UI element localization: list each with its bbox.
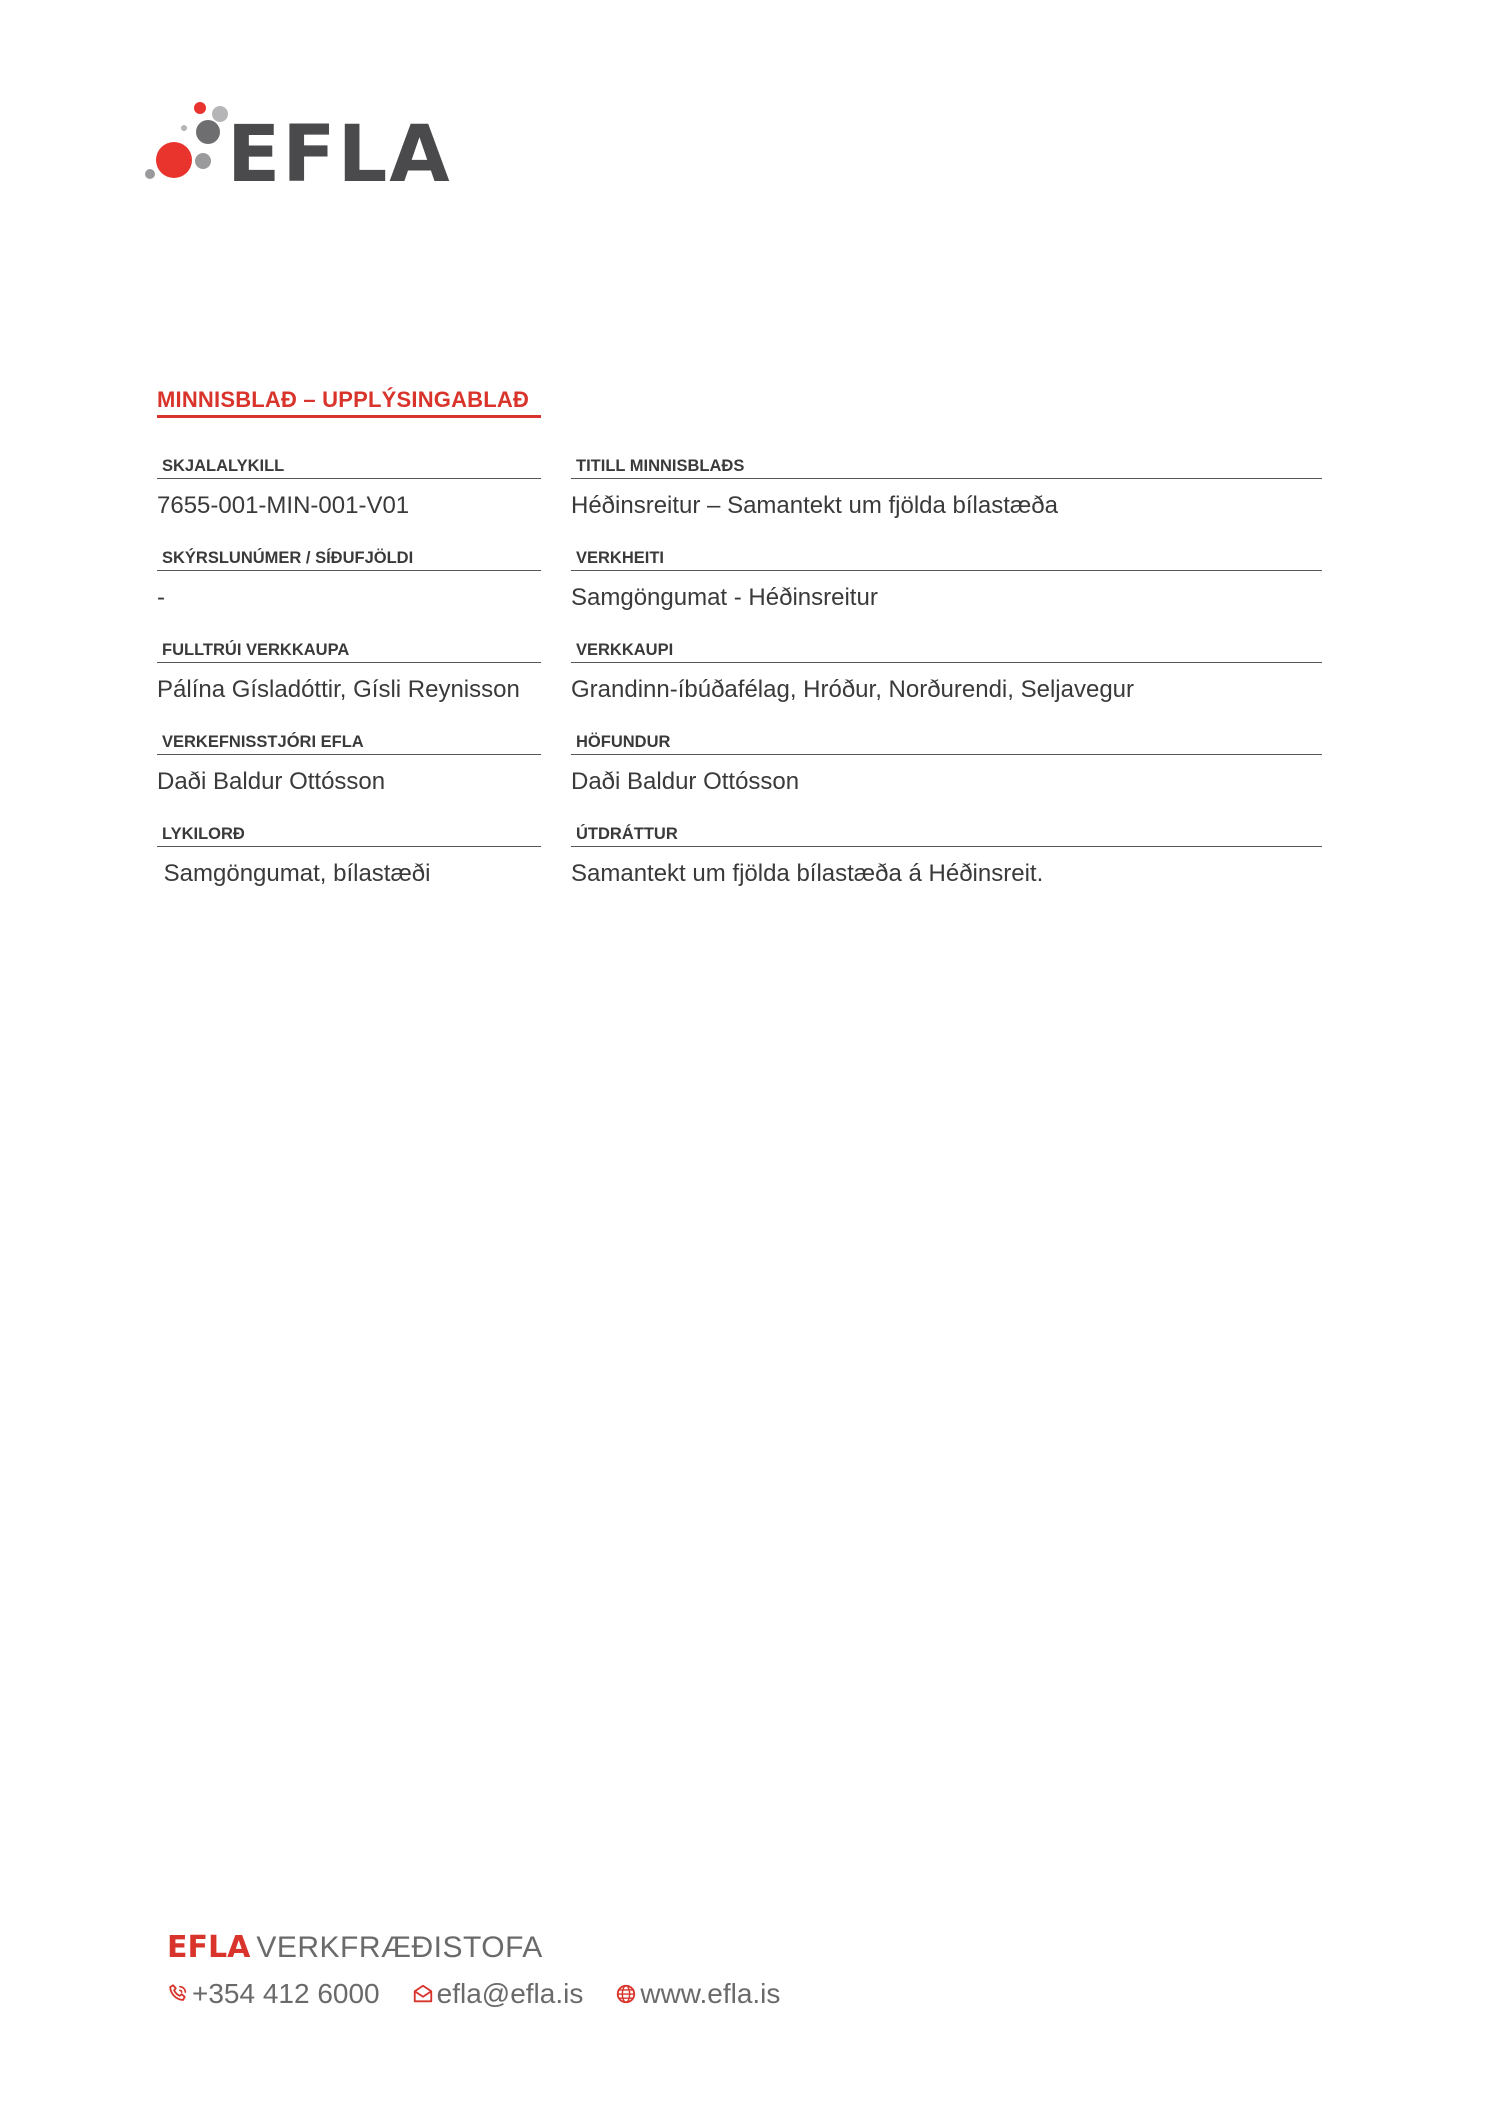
field-value: Grandinn-íbúðafélag, Hróður, Norðurendi, Seljavegur bbox=[571, 676, 1135, 703]
phone-number: +354 412 6000 bbox=[192, 1978, 380, 2009]
field-value: Samgöngumat, bílastæði bbox=[157, 860, 431, 887]
field-label: HÖFUNDUR bbox=[576, 733, 671, 751]
logo-dots-icon bbox=[140, 88, 230, 198]
field-label: ÚTDRÁTTUR bbox=[576, 825, 678, 843]
footer-brand bbox=[167, 1930, 812, 1966]
footer-phone[interactable] bbox=[167, 1978, 380, 2010]
mail-icon bbox=[412, 1983, 434, 2005]
footer-contacts bbox=[167, 1978, 812, 2010]
efla-logo bbox=[140, 88, 460, 198]
field-skyrslunumer bbox=[157, 546, 541, 613]
field-value: Samantekt um fjölda bílastæða á Héðinsreit. bbox=[571, 860, 1044, 887]
field-label: VERKHEITI bbox=[576, 549, 665, 567]
field-fulltrui-verkkaupa bbox=[157, 638, 541, 705]
field-utdrattur bbox=[571, 822, 1322, 889]
field-lykilord bbox=[157, 822, 541, 889]
field-value: 7655-001-MIN-001-V01 bbox=[157, 492, 410, 519]
field-value: Pálína Gísladóttir, Gísli Reynisson bbox=[157, 676, 520, 703]
globe-icon bbox=[615, 1983, 637, 2005]
email-address: efla@efla.is bbox=[436, 1978, 584, 2009]
field-hofundur bbox=[571, 730, 1322, 797]
footer-email[interactable] bbox=[412, 1978, 584, 2010]
field-label: LYKILORÐ bbox=[162, 825, 245, 843]
field-label: FULLTRÚI VERKKAUPA bbox=[162, 641, 350, 659]
field-label: SKJALALYKILL bbox=[162, 457, 285, 475]
field-value: Daði Baldur Ottósson bbox=[157, 768, 386, 795]
field-label: VERKKAUPI bbox=[576, 641, 674, 659]
field-verkkaupi bbox=[571, 638, 1322, 705]
footer-brand-subtitle: VERKFRÆÐISTOFA bbox=[256, 1931, 543, 1964]
phone-icon bbox=[167, 1983, 189, 2005]
website-url: www.efla.is bbox=[640, 1978, 781, 2009]
field-verkheiti bbox=[571, 546, 1322, 613]
footer bbox=[167, 1930, 812, 2010]
field-label: VERKEFNISSTJÓRI EFLA bbox=[162, 733, 364, 751]
field-value: Samgöngumat - Héðinsreitur bbox=[571, 584, 878, 611]
field-skjalalykill bbox=[157, 454, 541, 521]
field-value: - bbox=[157, 584, 165, 611]
field-label: SKÝRSLUNÚMER / SÍÐUFJÖLDI bbox=[162, 549, 414, 567]
footer-brand-name: EFLA bbox=[167, 1930, 251, 1965]
field-label: TITILL MINNISBLAÐS bbox=[576, 457, 745, 475]
logo-wordmark: EFLA bbox=[227, 110, 452, 200]
section-title-underline bbox=[157, 415, 541, 418]
section-title: MINNISBLAÐ – UPPLÝSINGABLAÐ bbox=[157, 387, 530, 412]
field-titill bbox=[571, 454, 1322, 521]
field-verkefnisstjori bbox=[157, 730, 541, 797]
footer-web[interactable] bbox=[615, 1978, 780, 2010]
field-value: Daði Baldur Ottósson bbox=[571, 768, 800, 795]
field-value: Héðinsreitur – Samantekt um fjölda bílastæða bbox=[571, 492, 1058, 519]
